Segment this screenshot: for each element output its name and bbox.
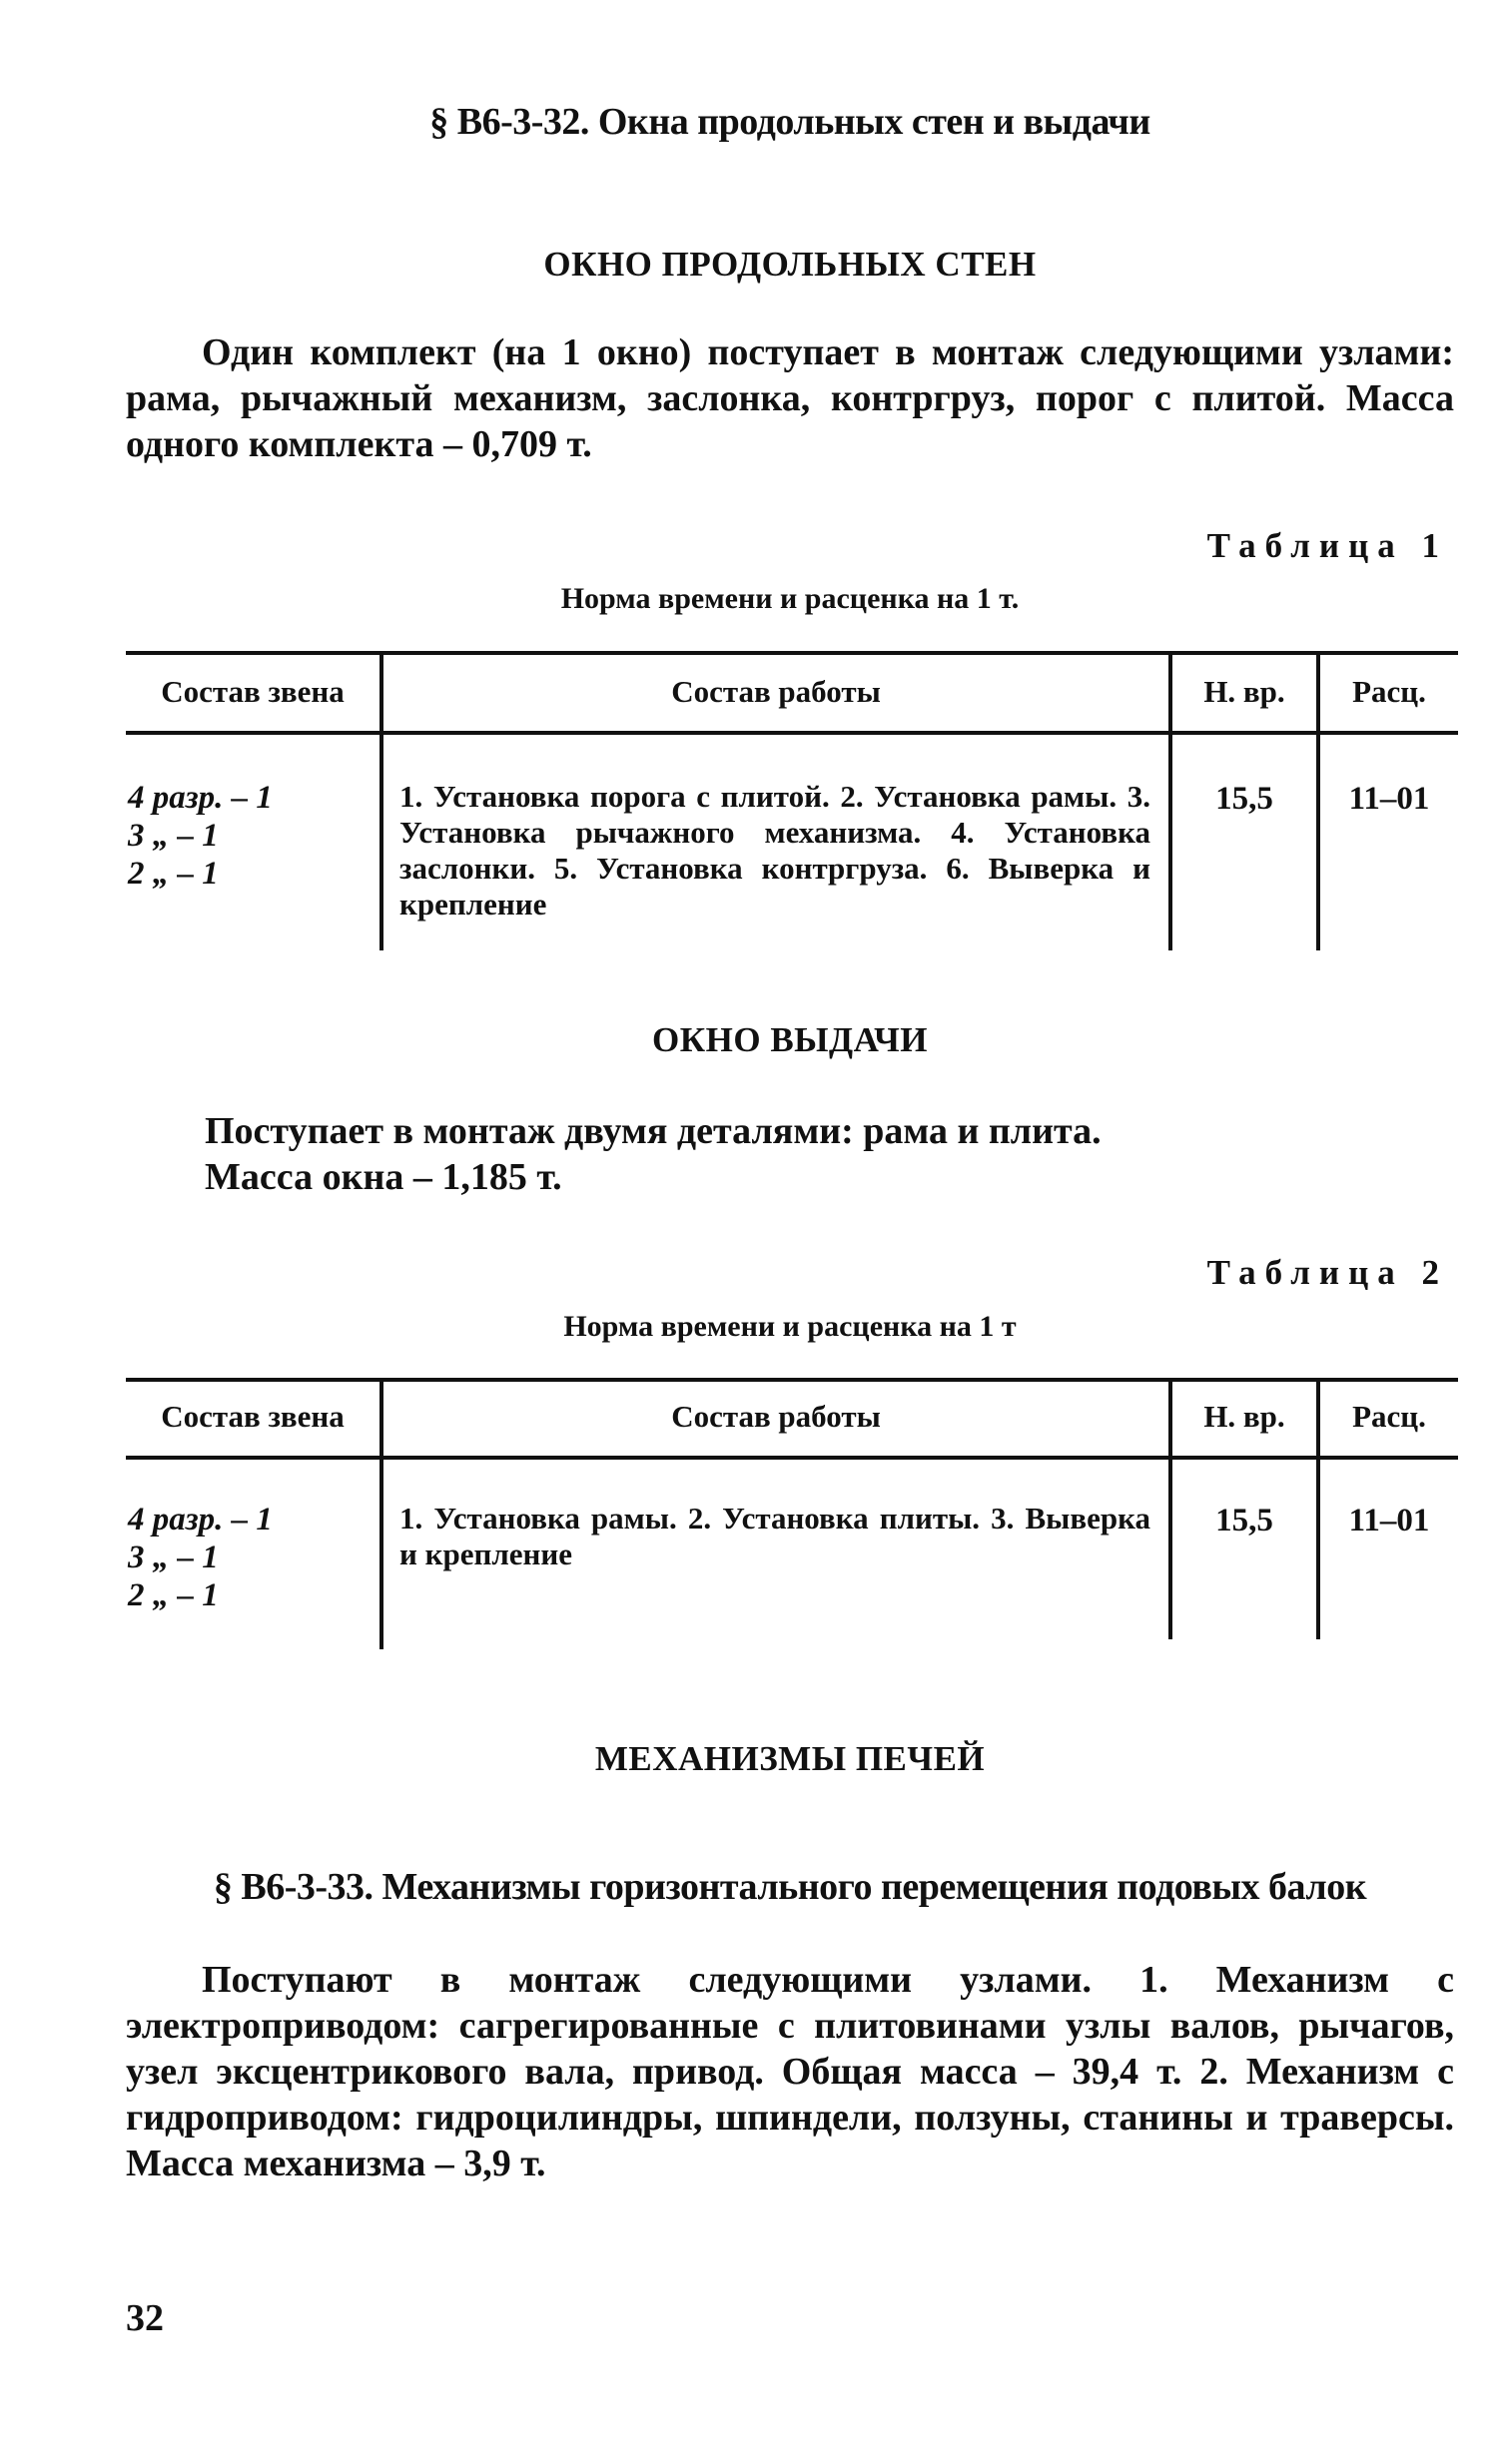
table-rule [126, 1378, 1458, 1382]
time-norm: 15,5 [1215, 1503, 1273, 1539]
crew-line: 3 „ – 1 [128, 1540, 219, 1575]
crew-line: 3 „ – 1 [128, 818, 219, 854]
header-rate: Расц. [1352, 1399, 1426, 1434]
paragraph-window-kit: Один комплект (на 1 окно) поступает в монтаж следующими узлами: рама, рычажный механизм, заслонка, контргруз, порог с плитой. Масса одного комплекта – 0,709 т. [126, 331, 1454, 465]
table-rule [126, 651, 1458, 655]
header-work: Состав работы [671, 674, 881, 709]
section-heading-v6-3-32: § В6-3-32. Окна продольных стен и выдачи [429, 101, 1150, 143]
crew-line: 4 разр. – 1 [128, 1502, 273, 1538]
header-crew: Состав звена [161, 674, 345, 709]
header-crew: Состав звена [161, 1399, 345, 1434]
rate-value: 11–01 [1348, 781, 1430, 817]
paragraph-line: Поступает в монтаж двумя деталями: рама и плита. [205, 1110, 1102, 1152]
table-2-label: Таблица 2 [1206, 1253, 1448, 1292]
table-2-caption: Норма времени и расценка на 1 т [563, 1310, 1017, 1343]
header-work: Состав работы [671, 1399, 881, 1434]
header-norm: Н. вр. [1203, 1399, 1285, 1434]
paragraph-line: Масса окна – 1,185 т. [205, 1156, 562, 1198]
crew-line: 4 разр. – 1 [128, 780, 273, 816]
table-1-label: Таблица 1 [1206, 526, 1448, 565]
subheading-discharge-window: ОКНО ВЫДАЧИ [652, 1020, 928, 1059]
header-rate: Расц. [1352, 674, 1426, 709]
page-number: 32 [126, 2297, 164, 2339]
crew-composition [128, 1501, 273, 1614]
crew-composition [128, 779, 273, 893]
crew-line: 2 „ – 1 [128, 856, 219, 892]
header-norm: Н. вр. [1203, 674, 1285, 709]
work-description: 1. Установка рамы. 2. Установка плиты. 3. Выверка и крепление [399, 1501, 1150, 1571]
table-rule [126, 1456, 1458, 1460]
table-1-caption: Норма времени и расценка на 1 т. [560, 582, 1020, 615]
work-description: 1. Установка порога с плитой. 2. Установка рамы. 3. Установка рычажного механизма. 4. Установка заслонки. 5. Установка контргруза. 6. Выверка и крепление [399, 779, 1150, 922]
crew-line: 2 „ – 1 [128, 1577, 219, 1613]
section-heading-v6-3-33: § В6-3-33. Механизмы горизонтального перемещения подовых балок [213, 1866, 1367, 1908]
rate-value: 11–01 [1348, 1503, 1430, 1539]
paragraph-mechanisms: Поступают в монтаж следующими узлами. 1. Механизм с электроприводом: сагрегированные с плитовинами узлы валов, рычагов, узел эксцентрикового вала, привод. Общая масса – 39,4 т. 2. Механизм с гидроприводом: гидроцилиндры, шпиндели, ползуны, станины и траверсы. Масса механизма – 3,9 т. [126, 1959, 1454, 2184]
table-rule [126, 731, 1458, 735]
subheading-longitudinal-wall-window: ОКНО ПРОДОЛЬНЫХ СТЕН [543, 245, 1037, 284]
time-norm: 15,5 [1215, 781, 1273, 817]
paragraph-discharge-window [205, 1108, 1453, 1200]
subheading-furnace-mechanisms: МЕХАНИЗМЫ ПЕЧЕЙ [594, 1739, 986, 1778]
